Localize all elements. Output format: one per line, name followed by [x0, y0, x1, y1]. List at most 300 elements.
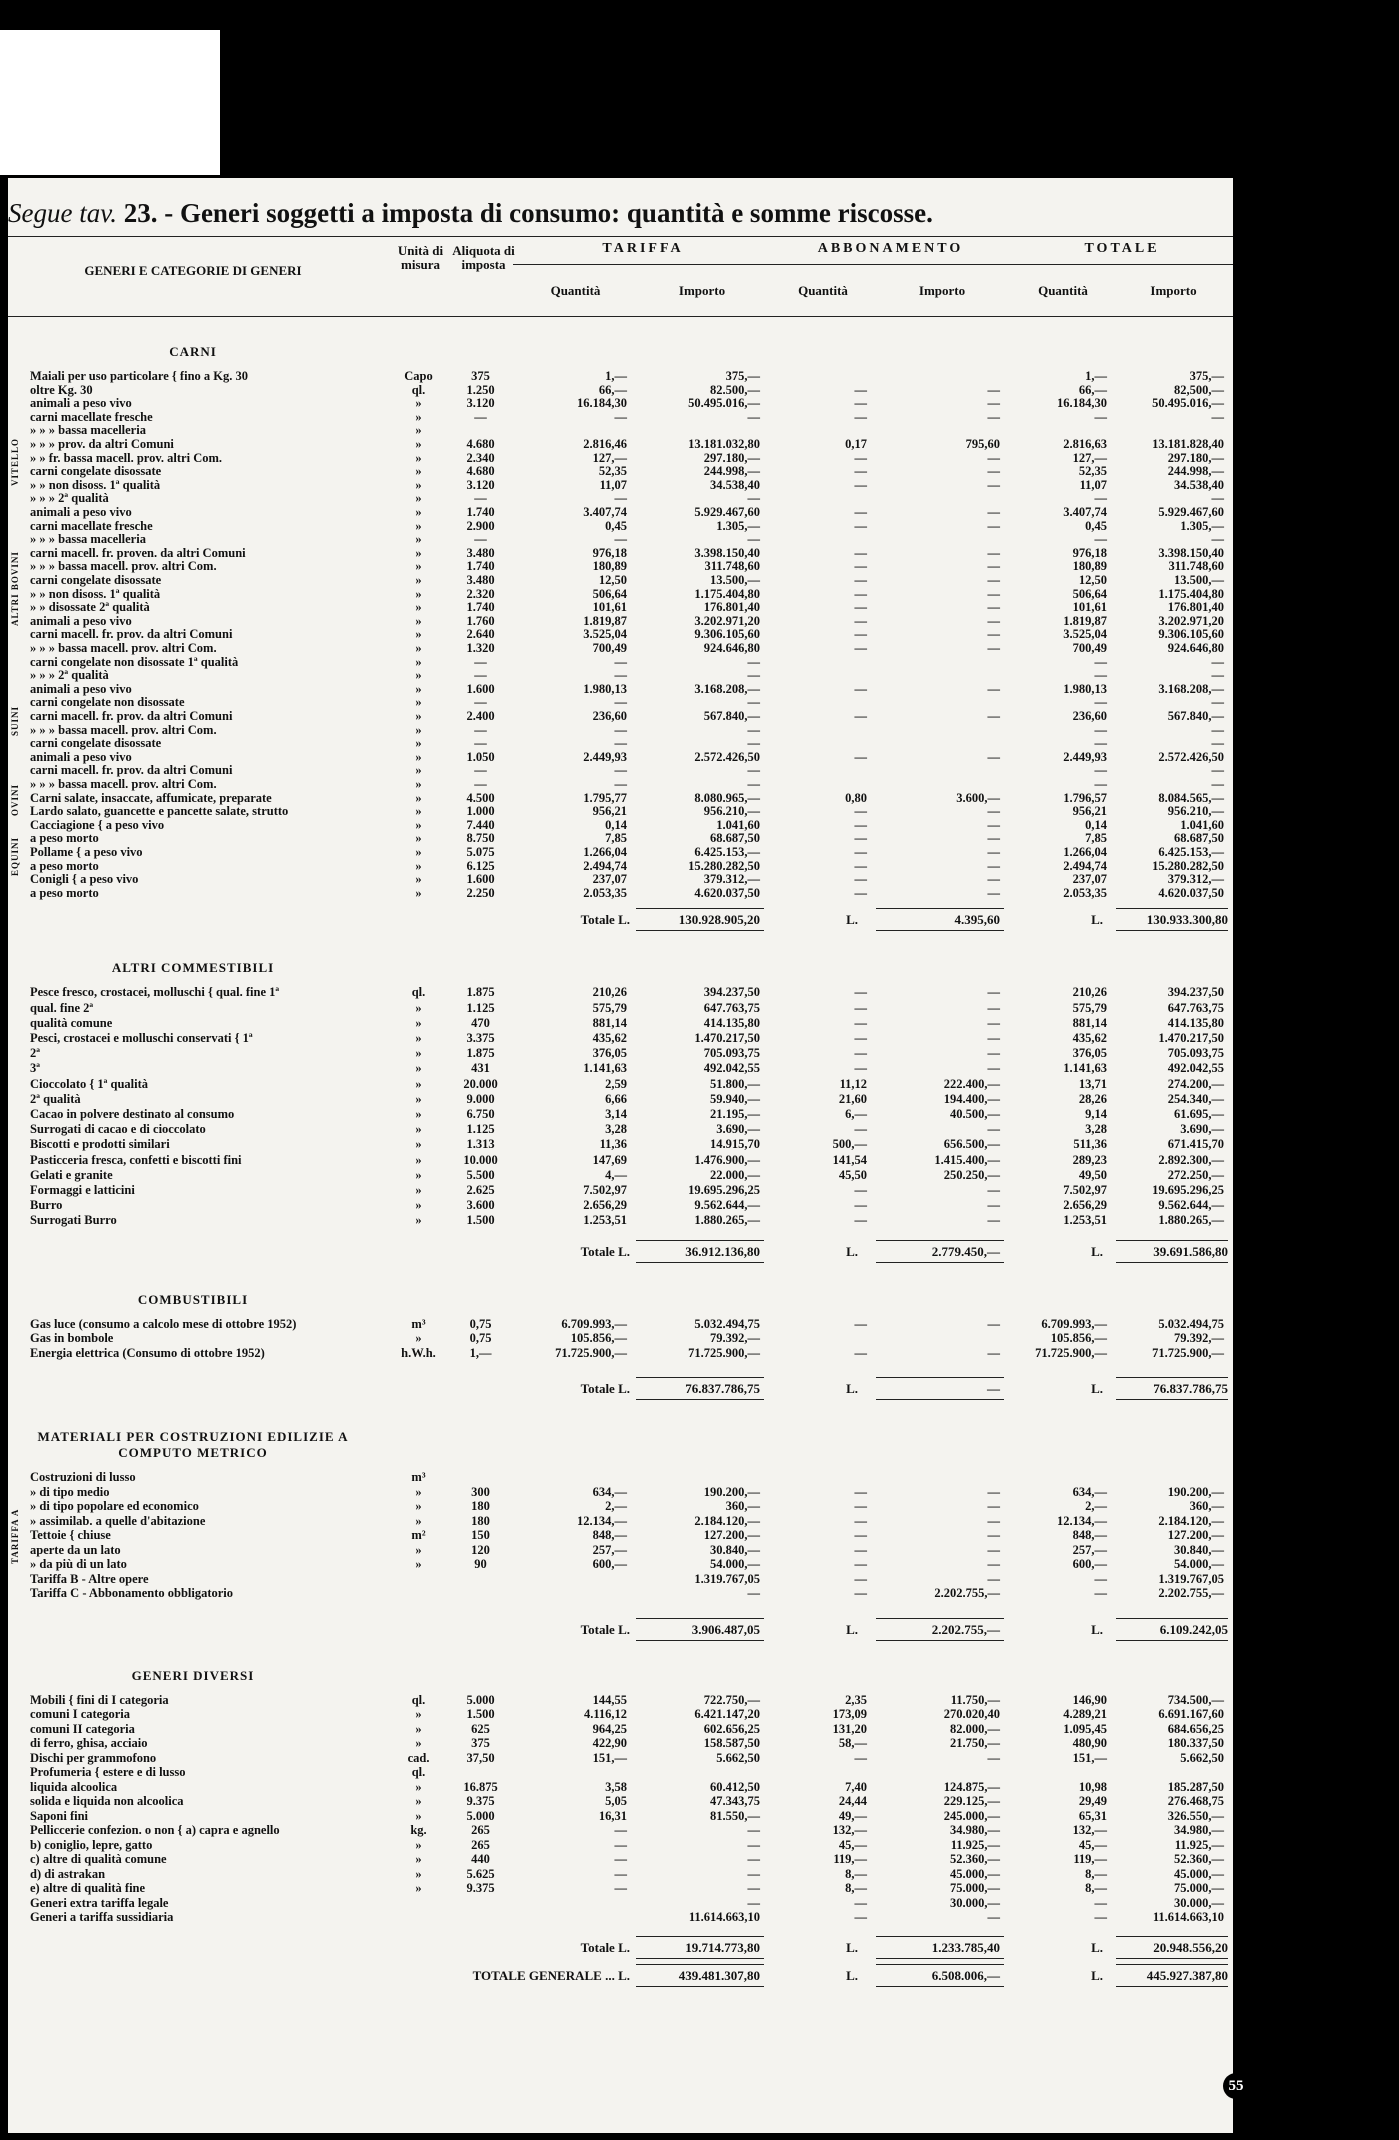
carni-row-totq: 3.525,04 [1063, 627, 1107, 642]
altri-row-ti: 14.915,70 [710, 1137, 760, 1152]
carni-row-toti: 1.305,— [1180, 518, 1224, 533]
carni-row-totq: — [1094, 722, 1107, 737]
carni-row-u: » [415, 477, 422, 492]
div-row-toti: 185.287,50 [1167, 1779, 1224, 1794]
carni-row-toti: 924.646,80 [1167, 641, 1224, 655]
carni-row-aq: — [854, 845, 867, 859]
mat-row-ai: — [987, 1557, 1000, 1572]
carni-row-totq: 700,49 [1072, 641, 1107, 655]
carni-row-u: » [415, 845, 422, 859]
mat-row-tq: 2,— [605, 1499, 627, 1514]
div-row-toti: 6.691.167,60 [1158, 1707, 1224, 1722]
carni-row-totq: 1.980,13 [1063, 681, 1107, 696]
altri-row-u: » [415, 1031, 422, 1045]
carni-row-totq: 1,— [1085, 369, 1107, 383]
carni-row-a: — [474, 763, 487, 778]
altri-row-totq: 49,50 [1078, 1167, 1107, 1182]
rule-horizontal [876, 1618, 1004, 1619]
carni-row-tq: 2.053,35 [583, 885, 627, 900]
altri-row-aq: 6,— [845, 1107, 867, 1121]
carni-row-u: » [415, 681, 422, 696]
div-row-a: 5.625 [466, 1866, 495, 1881]
carni-row-ai: — [987, 559, 1000, 574]
rule-horizontal [8, 316, 1233, 317]
mat-row-label: » di tipo medio [30, 1484, 110, 1499]
carni-row-ti: 1.041,60 [716, 817, 760, 832]
total-carni-tot-l: L. [1091, 912, 1103, 928]
div-row-tq: 16,31 [598, 1808, 627, 1823]
altri-row-ti: 394.237,50 [703, 985, 760, 1000]
carni-row-tq: 1.980,13 [583, 681, 627, 696]
altri-row-toti: 274.200,— [1167, 1076, 1224, 1091]
carni-row-tq: 2.449,93 [583, 749, 627, 764]
carni-row-aq: — [854, 409, 867, 424]
carni-row-totq: — [1094, 763, 1107, 778]
carni-row-a: 2.400 [466, 709, 495, 723]
mat-row-ti: 1.319.767,05 [694, 1571, 760, 1586]
header-abb-importo: Importo [918, 283, 966, 298]
rule-horizontal [876, 1377, 1004, 1378]
side-label: ALTRI BOVINI [10, 551, 20, 626]
altri-row-a: 1.125 [466, 1000, 495, 1015]
carni-row-ti: 297.180,— [703, 450, 760, 465]
div-row-a: 5.000 [466, 1808, 495, 1823]
carni-row-tq: — [614, 777, 627, 791]
carni-row-u: » [415, 763, 422, 778]
comb-row-u: » [415, 1331, 422, 1346]
mat-row-ti: 127.200,— [703, 1528, 760, 1543]
header-unita: Unità di misura [397, 243, 444, 272]
div-row-a: 9.375 [466, 1794, 495, 1809]
mat-row-a: 180 [471, 1499, 490, 1514]
div-row-u: ql. [411, 1692, 426, 1707]
carni-row-a: 1.740 [466, 559, 495, 574]
altri-row-tq: 881,14 [592, 1015, 627, 1030]
altri-row-u: ql. [411, 985, 426, 1000]
rule-horizontal [876, 1958, 1004, 1959]
altri-row-label: Gelati e granite [30, 1167, 113, 1182]
altri-row-ai: 1.415.400,— [934, 1152, 1000, 1167]
carni-row-tq: 52,35 [598, 464, 627, 479]
div-row-aq: 132,— [832, 1823, 867, 1838]
carni-row-label: carni macellate fresche [30, 518, 153, 533]
section-carni: CARNI [169, 344, 217, 359]
altri-row-ai: — [987, 1000, 1000, 1015]
carni-row-u: ql. [411, 382, 426, 397]
carni-row-label: animali a peso vivo [30, 396, 132, 411]
rule-horizontal [876, 1262, 1004, 1263]
header-abb-quantita: Quantità [798, 283, 848, 298]
carni-row-u: » [415, 858, 422, 873]
comb-row-ai: — [987, 1316, 1000, 1331]
altri-row-totq: 289,23 [1072, 1152, 1107, 1167]
carni-row-label: animali a peso vivo [30, 505, 132, 519]
carni-row-ai: — [987, 396, 1000, 411]
div-row-label: e) altre di qualità fine [30, 1881, 146, 1896]
div-row-u: » [415, 1794, 422, 1809]
rule-horizontal [636, 1262, 764, 1263]
div-row-label: liquida alcoolica [30, 1779, 118, 1794]
carni-row-tq: 956,21 [592, 804, 627, 819]
altri-row-tq: 376,05 [592, 1046, 627, 1061]
carni-row-a: 2.250 [466, 885, 495, 900]
mat-row-totq: 848,— [1072, 1528, 1107, 1543]
div-row-toti: 684.656,25 [1167, 1721, 1224, 1736]
comb-row-ti: 5.032.494,75 [694, 1316, 760, 1331]
total-mat-tot-importo: 6.109.242,05 [1159, 1621, 1228, 1637]
carni-row-toti: 567.840,— [1167, 709, 1224, 723]
carni-row-totq: 11,07 [1079, 477, 1107, 492]
carni-row-tq: — [614, 532, 627, 547]
altri-row-totq: 881,14 [1072, 1015, 1107, 1030]
total-carni-label: Totale L. [580, 912, 630, 928]
div-row-ti: 11.614.663,10 [688, 1910, 760, 1925]
carni-row-ai: — [987, 613, 1000, 628]
carni-row-ti: 379.312,— [703, 872, 760, 887]
carni-row-label: » » » bassa macell. prov. altri Com. [30, 722, 217, 737]
div-row-label: Pelliccerie confezion. o non { a) capra e agnello [30, 1823, 280, 1838]
total-mat-abb-l: L. [846, 1621, 858, 1637]
div-row-aq: 58,— [838, 1736, 867, 1751]
side-label: TARIFFA A [10, 1508, 20, 1564]
mat-row-ti: 360,— [725, 1499, 760, 1514]
altri-row-a: 431 [471, 1061, 490, 1076]
carni-row-totq: — [1094, 668, 1107, 683]
altri-row-a: 9.000 [466, 1091, 495, 1106]
altri-row-aq: — [854, 1015, 867, 1030]
carni-row-tq: — [614, 736, 627, 751]
carni-row-toti: 176.801,40 [1167, 600, 1224, 615]
altri-row-toti: 492.042,55 [1167, 1061, 1224, 1076]
altri-row-ti: 1.880.265,— [694, 1213, 760, 1228]
altri-row-ti: 9.562.644,— [694, 1198, 760, 1213]
carni-row-ti: 1.305,— [716, 518, 760, 533]
rule-horizontal [636, 908, 764, 909]
carni-row-u: » [415, 532, 422, 547]
carni-row-u: » [415, 600, 422, 615]
mat-row-a: 90 [474, 1557, 487, 1572]
div-row-aq: 7,40 [845, 1779, 867, 1794]
carni-row-aq: — [854, 396, 867, 411]
total-div-abb-l: L. [846, 1939, 858, 1955]
carni-row-aq: — [854, 627, 867, 642]
div-row-ti: 722.750,— [703, 1692, 760, 1707]
carni-row-label: Lardo salato, guancette e pancette salate, strutto [30, 804, 289, 819]
div-row-label: di ferro, ghisa, acciaio [30, 1736, 148, 1751]
carni-row-tq: — [614, 491, 627, 506]
mat-row-label: Tariffa B - Altre opere [30, 1571, 149, 1586]
div-row-totq: 480,90 [1072, 1736, 1107, 1751]
comb-row-toti: 79.392,— [1174, 1331, 1224, 1346]
section-combustibili: COMBUSTIBILI [137, 1291, 249, 1307]
carni-row-a: — [474, 736, 487, 751]
altri-row-a: 3.375 [466, 1031, 495, 1045]
altri-row-a: 6.750 [466, 1107, 495, 1121]
carni-row-label: Maiali per uso particolare { fino a Kg. 30 [30, 369, 248, 383]
altri-row-ti: 1.476.900,— [694, 1152, 760, 1167]
carni-row-toti: 1.175.404,80 [1158, 586, 1224, 601]
altri-row-a: 1.125 [466, 1122, 495, 1137]
comb-row-totq: 71.725.900,— [1035, 1345, 1107, 1360]
div-row-tq: 422,90 [592, 1736, 627, 1751]
altri-row-ti: 19.695.296,25 [688, 1183, 760, 1197]
carni-row-toti: 311.748,60 [1168, 559, 1224, 574]
rule-horizontal [1116, 1618, 1228, 1619]
title-text: - Generi soggetti a imposta di consumo: quantità e somme riscosse. [164, 198, 933, 228]
carni-row-aq: — [854, 545, 867, 560]
rule-horizontal [1116, 1377, 1228, 1378]
rule-horizontal [636, 930, 764, 931]
carni-row-ti: 3.168.208,— [694, 681, 760, 696]
altri-row-label: Pesci, crostacei e molluschi conservati { 1ª [30, 1031, 253, 1045]
carni-row-tq: — [614, 668, 627, 683]
title-prefix: Segue tav. [8, 198, 117, 228]
altri-row-a: 3.600 [466, 1198, 495, 1213]
carni-row-toti: 379.312,— [1167, 872, 1224, 887]
carni-row-ai: — [987, 600, 1000, 615]
carni-row-totq: — [1094, 532, 1107, 547]
carni-row-u: » [415, 627, 422, 642]
comb-row-tq: 71.725.900,— [555, 1345, 627, 1360]
carni-row-ti: 567.840,— [703, 709, 760, 723]
carni-row-a: 2.640 [466, 627, 495, 642]
altri-row-totq: 376,05 [1072, 1046, 1107, 1061]
div-row-a: 265 [471, 1823, 490, 1838]
altri-row-toti: 1.470.217,50 [1158, 1031, 1224, 1045]
total-mat-abb-importo: 2.202.755,— [931, 1621, 1000, 1637]
side-label: OVINI [10, 783, 20, 816]
div-row-a: 265 [471, 1837, 490, 1852]
altri-row-tq: 1.253,51 [583, 1213, 627, 1228]
carni-row-u: » [415, 722, 422, 737]
carni-row-a: — [474, 668, 487, 683]
header-totale: TOTALE [1084, 241, 1160, 256]
carni-row-aq: — [854, 885, 867, 900]
div-row-toti: 276.468,75 [1167, 1794, 1224, 1809]
altri-row-ti: 414.135,80 [703, 1015, 760, 1030]
carni-row-ti: — [747, 532, 760, 547]
div-row-tq: 144,55 [592, 1692, 627, 1707]
carni-row-totq: 3.407,74 [1063, 505, 1107, 519]
altri-row-aq: — [854, 1061, 867, 1076]
document-page [8, 178, 1244, 2133]
mat-row-ti: 54.000,— [710, 1557, 760, 1572]
carni-row-tq: 0,14 [605, 817, 627, 832]
carni-row-ti: 13.181.032,80 [688, 437, 760, 451]
mat-row-toti: 30.840,— [1174, 1542, 1224, 1557]
carni-row-ai: — [987, 845, 1000, 859]
altri-row-tq: 3,28 [605, 1122, 627, 1137]
mat-row-ai: — [987, 1571, 1000, 1586]
mat-row-label: Tariffa C - Abbonamento obbligatorio [30, 1586, 234, 1601]
comb-row-ti: 71.725.900,— [688, 1345, 760, 1360]
div-row-toti: 75.000,— [1174, 1881, 1224, 1896]
mat-row-ai: — [987, 1542, 1000, 1557]
carni-row-u: » [415, 817, 422, 832]
carni-row-totq: 1.819,87 [1063, 613, 1107, 628]
altri-row-ai: 222.400,— [943, 1076, 1000, 1091]
rule-horizontal [1116, 1936, 1228, 1937]
carni-row-a: 3.480 [466, 545, 495, 560]
altri-row-totq: 7.502,97 [1063, 1183, 1107, 1197]
altri-row-ai: — [987, 1046, 1000, 1061]
altri-row-a: 1.875 [466, 1046, 495, 1061]
total-altri-abb-l: L. [846, 1243, 858, 1259]
carni-row-a: 2.900 [466, 518, 495, 533]
div-row-u: » [415, 1721, 422, 1736]
altri-row-a: 1.500 [466, 1213, 495, 1228]
mat-row-totq: 12.134,— [1057, 1513, 1107, 1528]
altri-row-toti: 671.415,70 [1167, 1137, 1224, 1152]
carni-row-a: — [474, 491, 487, 506]
carni-row-u: » [415, 790, 422, 805]
mat-row-ti: 30.840,— [710, 1542, 760, 1557]
carni-row-a: 4.500 [466, 790, 495, 805]
carni-row-tq: — [614, 763, 627, 778]
carni-row-u: » [415, 709, 422, 723]
carni-row-aq: — [854, 382, 867, 397]
carni-row-u: » [415, 641, 422, 655]
comb-row-aq: — [854, 1345, 867, 1360]
comb-row-totq: 105.856,— [1050, 1331, 1107, 1346]
comb-row-ti: 79.392,— [710, 1331, 760, 1346]
carni-row-ti: 68.687,50 [710, 831, 760, 846]
carni-row-ti: 13.500,— [710, 573, 760, 587]
altri-row-label: qualità comune [30, 1015, 113, 1030]
mat-row-aq: — [854, 1542, 867, 1557]
carni-row-ai: — [987, 505, 1000, 519]
carni-row-tq: 16.184,30 [577, 396, 627, 411]
total-comb-abb-l: L. [846, 1381, 858, 1397]
altri-row-tq: 2,59 [605, 1076, 627, 1091]
total-generale-label: TOTALE GENERALE ... L. [472, 1967, 630, 1983]
altri-row-aq: 11,12 [839, 1076, 867, 1091]
mat-row-toti: 1.319.767,05 [1158, 1571, 1224, 1586]
div-row-ai: 21.750,— [950, 1736, 1000, 1751]
mat-row-a: 180 [471, 1513, 490, 1528]
carni-row-totq: 956,21 [1072, 804, 1107, 819]
side-label: VITELLO [10, 437, 20, 486]
mat-row-totq: — [1094, 1571, 1107, 1586]
div-row-u: » [415, 1808, 422, 1823]
carni-row-a: 3.120 [466, 477, 495, 492]
div-row-totq: 29,49 [1078, 1794, 1107, 1809]
altri-row-aq: — [854, 1183, 867, 1197]
rule-horizontal [1116, 1964, 1228, 1965]
total-generale-tariffa-importo: 439.481.307,80 [678, 1967, 760, 1983]
carni-row-u: Capo [404, 369, 433, 383]
altri-row-u: » [415, 1183, 422, 1197]
altri-row-toti: 2.892.300,— [1158, 1152, 1224, 1167]
mat-row-a: 150 [471, 1528, 490, 1543]
altri-row-a: 1.875 [466, 985, 495, 1000]
div-row-aq: 24,44 [838, 1794, 867, 1809]
carni-row-label: » » non disoss. 1ª qualità [30, 477, 161, 492]
altri-row-u: » [415, 1122, 422, 1137]
carni-row-label: animali a peso vivo [30, 749, 132, 764]
div-row-label: d) di astrakan [30, 1866, 106, 1881]
div-row-label: Dischi per grammofono [30, 1750, 157, 1765]
carni-row-a: 3.120 [466, 396, 495, 411]
altri-row-aq: 21,60 [838, 1091, 867, 1106]
carni-row-a: — [474, 532, 487, 547]
altri-row-label: Pesce fresco, crostacei, molluschi { qual. fine 1ª [30, 985, 280, 1000]
carni-row-toti: 82,500,— [1174, 382, 1224, 397]
carni-row-label: » » disossate 2ª qualità [30, 600, 150, 615]
div-row-toti: 326.550,— [1167, 1808, 1224, 1823]
total-carni-tot-importo: 130.933.300,80 [1146, 912, 1228, 928]
rule-horizontal [636, 1936, 764, 1937]
carni-row-toti: 9.306.105,60 [1158, 627, 1224, 642]
altri-row-ai: 656.500,— [943, 1137, 1000, 1152]
total-altri-label: Totale L. [580, 1243, 630, 1259]
altri-row-ti: 51.800,— [710, 1076, 760, 1091]
carni-row-aq: — [854, 749, 867, 764]
header-tariffa-quantita: Quantità [550, 283, 601, 298]
carni-row-a: — [474, 722, 487, 737]
mat-row-aq: — [854, 1528, 867, 1543]
carni-row-ai: — [987, 641, 1000, 655]
div-row-tq: — [614, 1881, 627, 1896]
carni-row-label: carni congelate disossate [30, 573, 162, 587]
header-abbonamento: ABBONAMENTO [817, 241, 964, 256]
carni-row-ai: — [987, 573, 1000, 587]
altri-row-a: 2.625 [466, 1183, 495, 1197]
mat-row-aq: — [854, 1513, 867, 1528]
div-row-label: solida e liquida non alcoolica [30, 1794, 184, 1809]
carni-row-toti: 375,— [1189, 369, 1224, 383]
carni-row-toti: 13.500,— [1174, 573, 1224, 587]
mat-row-label: » di tipo popolare ed economico [30, 1499, 199, 1514]
carni-row-aq: — [854, 641, 867, 655]
rule-horizontal [1116, 1240, 1228, 1241]
mat-row-label: Costruzioni di lusso [30, 1470, 136, 1485]
altri-row-aq: — [854, 1198, 867, 1213]
carni-row-a: 4.680 [466, 437, 495, 451]
div-row-tq: — [614, 1852, 627, 1867]
carni-row-toti: 8.084.565,— [1158, 790, 1224, 805]
altri-row-toti: 9.562.644,— [1158, 1198, 1224, 1213]
carni-row-totq: 2.053,35 [1063, 885, 1107, 900]
carni-row-a: — [474, 654, 487, 669]
rule-horizontal [1116, 1958, 1228, 1959]
altri-row-ai: — [987, 1198, 1000, 1213]
carni-row-tq: 1.795,77 [583, 790, 627, 805]
mat-row-tq: 12.134,— [577, 1513, 627, 1528]
carni-row-totq: 127,— [1072, 450, 1107, 465]
altri-row-tq: 147,69 [592, 1152, 627, 1167]
carni-row-aq: 0,17 [845, 437, 867, 451]
carni-row-toti: — [1211, 409, 1224, 424]
carni-row-totq: 976,18 [1072, 545, 1107, 560]
comb-row-tq: 6.709.993,— [561, 1316, 627, 1331]
mat-row-tq: 848,— [592, 1528, 627, 1543]
carni-row-label: carni macell. fr. prov. da altri Comuni [30, 627, 233, 642]
div-row-totq: 1.095,45 [1063, 1721, 1107, 1736]
carni-row-u: » [415, 423, 422, 438]
altri-row-totq: 2.656,29 [1063, 1198, 1107, 1213]
carni-row-u: » [415, 872, 422, 887]
carni-row-totq: 16.184,30 [1057, 396, 1107, 411]
carni-row-u: » [415, 450, 422, 465]
carni-row-ti: 6.425.153,— [694, 845, 760, 859]
carni-row-aq: — [854, 872, 867, 887]
mat-row-u: » [415, 1542, 422, 1557]
div-row-ai: — [987, 1750, 1000, 1765]
altri-row-aq: — [854, 1046, 867, 1061]
carni-row-a: 1.320 [466, 641, 495, 655]
altri-row-tq: 210,26 [592, 985, 627, 1000]
